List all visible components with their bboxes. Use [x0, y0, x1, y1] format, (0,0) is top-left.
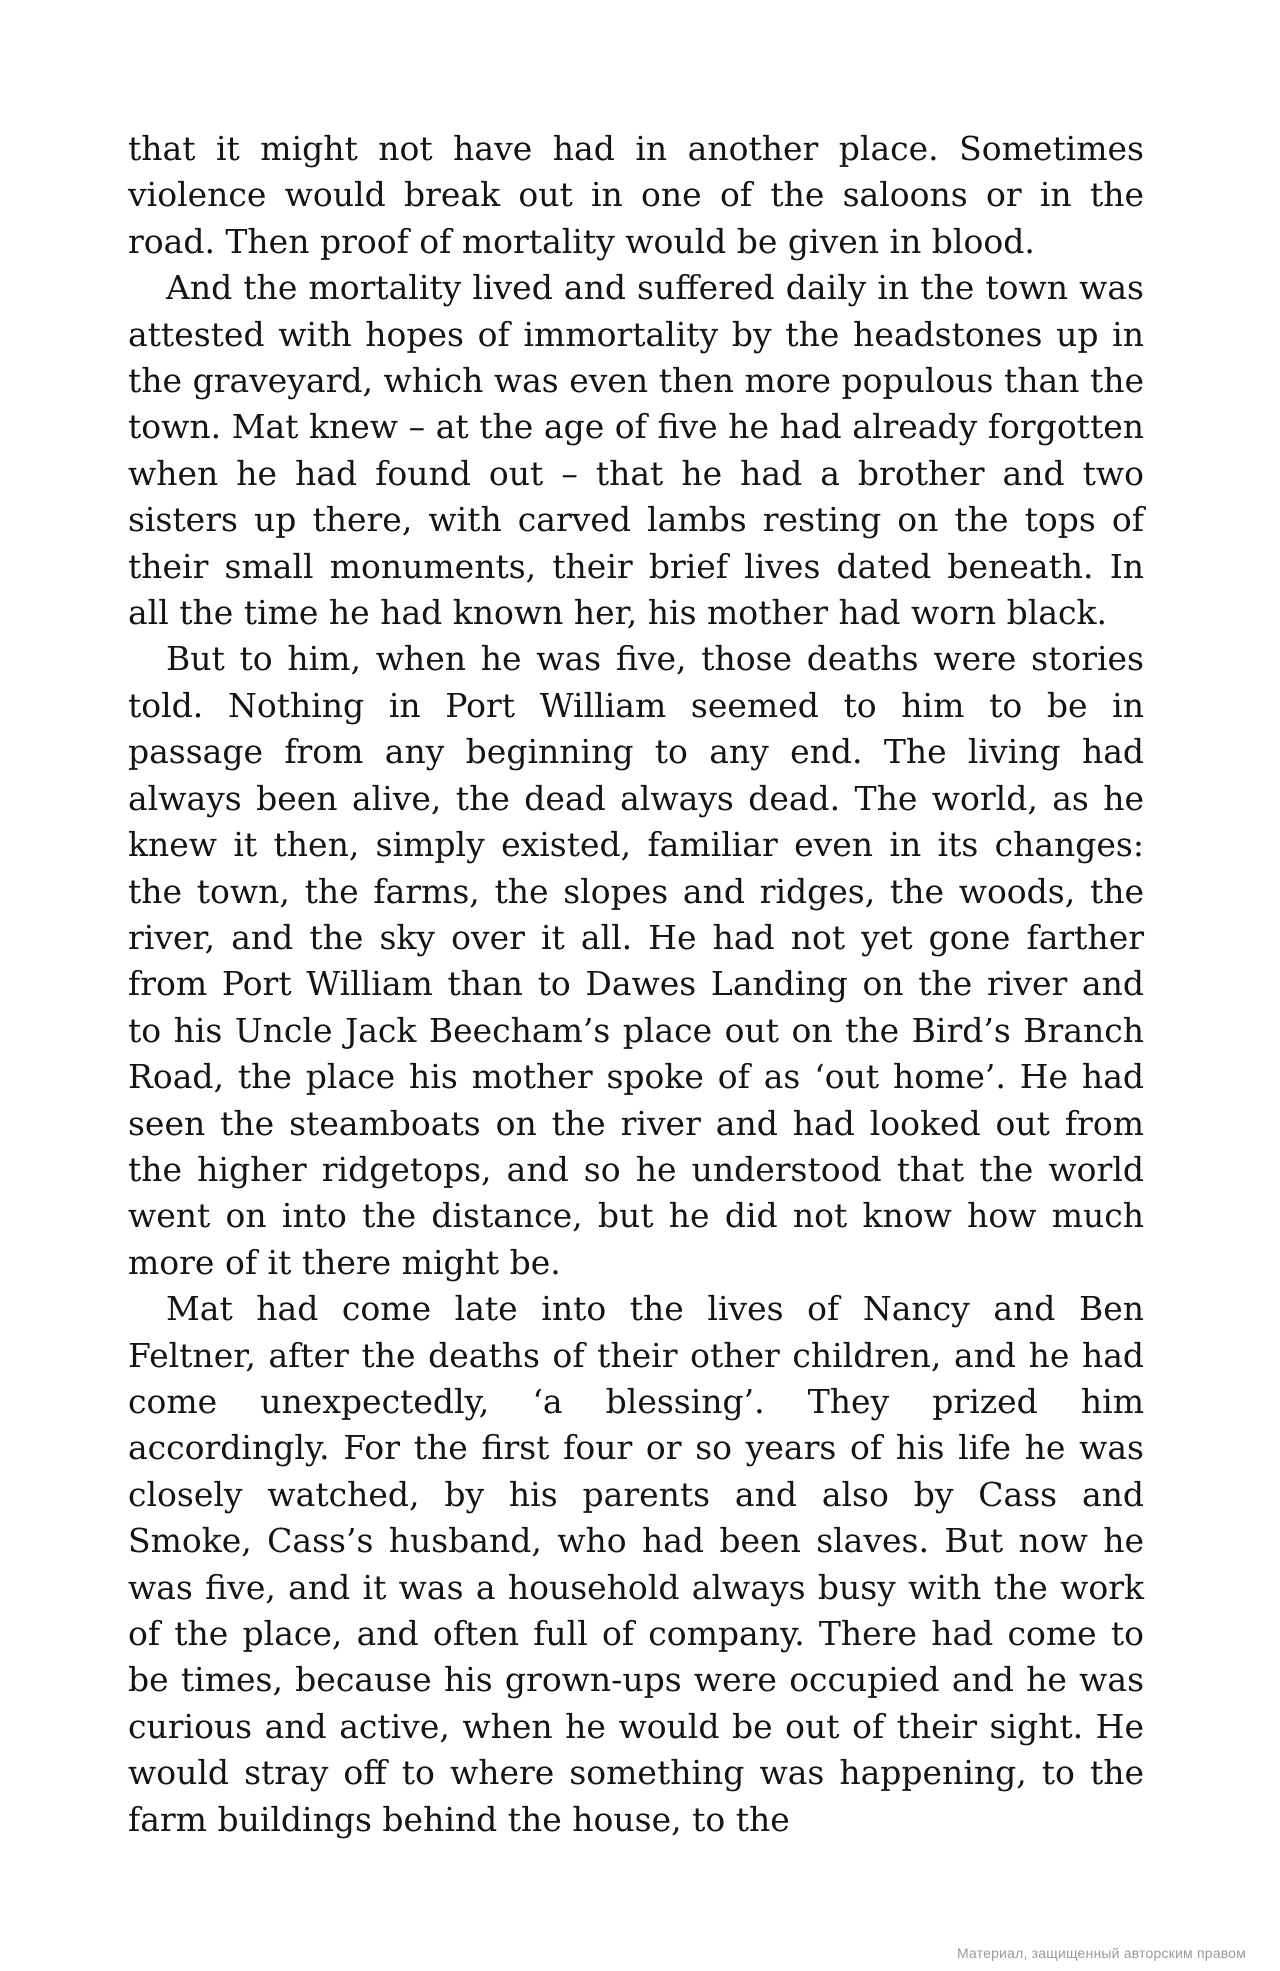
- paragraph-2: And the mortality lived and suffered daily in the town was attested with hopes of immortality by the headstones up in the graveyard, which was even then more populous than the town. Mat knew – at the age of five he had already forgotten when he had found out – that he had a brother and two sisters up there, with carved lambs resting on the tops of their small monuments, their brief lives dated beneath. In all the time he had known her, his mother had worn black.: [128, 268, 1144, 633]
- copyright-watermark: Материал, защищенный авторским правом: [956, 1945, 1246, 1961]
- paragraph-4: Mat had come late into the lives of Nancy and Ben Feltner, after the deaths of their other children, and he had come unexpectedly, ‘a blessing’. They prized him accordingly. For the first four or so years of his life he was closely watched, by his parents and also by Cass and Smoke, Cass’s husband, who had been slaves. But now he was five, and it was a household always busy with the work of the place, and often full of company. There had come to be times, because his grown-ups were occupied and he was curious and active, when he would be out of their sight. He would stray off to where something was happening, to the farm buildings behind the house, to the: [128, 1289, 1144, 1839]
- book-page: [128, 126, 1144, 1843]
- paragraph-3: But to him, when he was five, those deaths were stories told. Nothing in Port William seemed to him to be in passage from any beginning to any end. The living had always been alive, the dead always dead. The world, as he knew it then, simply existed, familiar even in its changes: the town, the farms, the slopes and ridges, the woods, the river, and the sky over it all. He had not yet gone farther from Port William than to Dawes Landing on the river and to his Uncle Jack Beecham’s place out on the Bird’s Branch Road, the place his mother spoke of as ‘out home’. He had seen the steamboats on the river and had looked out from the higher ridgetops, and so he understood that the world went on into the distance, but he did not know how much more of it there might be.: [128, 639, 1144, 1282]
- paragraph-1: that it might not have had in another place. Sometimes violence would break out in one of the saloons or in the road. Then proof of mortality would be given in blood.: [128, 129, 1144, 261]
